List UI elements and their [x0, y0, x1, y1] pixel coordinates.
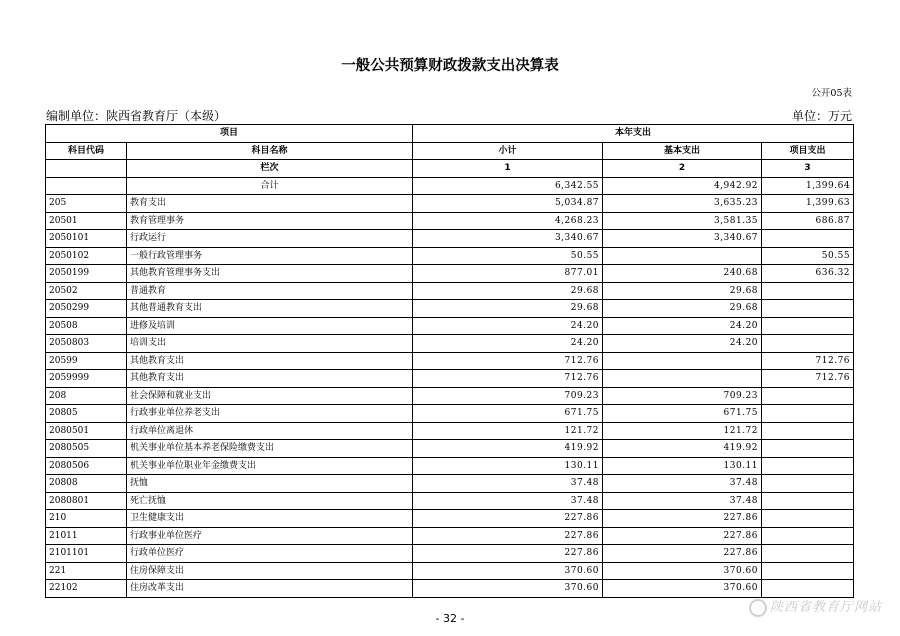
table-row	[46, 195, 854, 213]
row-project	[762, 300, 854, 318]
row-name: 其他教育支出	[127, 352, 413, 370]
row-code: 2050102	[46, 247, 127, 265]
table-row	[46, 545, 854, 563]
table-row	[46, 265, 854, 283]
table-row	[46, 300, 854, 318]
row-name: 其他普通教育支出	[127, 300, 413, 318]
row-subtotal: 121.72	[413, 422, 603, 440]
row-basic	[603, 370, 762, 388]
row-subtotal: 712.76	[413, 370, 603, 388]
index-blank	[46, 160, 127, 178]
row-name: 进修及培训	[127, 317, 413, 335]
table-row	[46, 562, 854, 580]
row-subtotal: 419.92	[413, 440, 603, 458]
row-subtotal: 227.86	[413, 527, 603, 545]
header-current-year: 本年支出	[413, 125, 854, 143]
row-name: 机关事业单位职业年金缴费支出	[127, 457, 413, 475]
row-basic: 37.48	[603, 492, 762, 510]
row-subtotal: 370.60	[413, 580, 603, 598]
total-subtotal: 6,342.55	[413, 177, 603, 195]
row-code: 2050101	[46, 230, 127, 248]
total-code	[46, 177, 127, 195]
row-project	[762, 335, 854, 353]
row-name: 行政运行	[127, 230, 413, 248]
form-code: 公开05表	[811, 88, 852, 99]
index-2: 2	[603, 160, 762, 178]
row-project	[762, 422, 854, 440]
row-project: 686.87	[762, 212, 854, 230]
currency-unit: 单位：万元	[791, 109, 852, 123]
table-row	[46, 212, 854, 230]
row-code: 210	[46, 510, 127, 528]
row-project: 712.76	[762, 352, 854, 370]
total-label: 合计	[127, 177, 413, 195]
row-basic: 29.68	[603, 300, 762, 318]
table-row	[46, 405, 854, 423]
table-row	[46, 282, 854, 300]
row-basic: 130.11	[603, 457, 762, 475]
row-subtotal: 709.23	[413, 387, 603, 405]
row-name: 行政单位医疗	[127, 545, 413, 563]
compiling-unit: 编制单位：陕西省教育厅（本级）	[46, 109, 227, 123]
row-basic: 370.60	[603, 562, 762, 580]
row-basic: 3,581.35	[603, 212, 762, 230]
row-subtotal: 3,340.67	[413, 230, 603, 248]
table-row	[46, 527, 854, 545]
index-1: 1	[413, 160, 603, 178]
header-row-index	[46, 160, 854, 178]
row-code: 20805	[46, 405, 127, 423]
page-number: - 32 -	[435, 612, 465, 625]
row-subtotal: 29.68	[413, 282, 603, 300]
header-row-groups	[46, 125, 854, 143]
table-row	[46, 247, 854, 265]
row-basic: 227.86	[603, 510, 762, 528]
table-row	[46, 440, 854, 458]
row-basic: 370.60	[603, 580, 762, 598]
row-subtotal: 37.48	[413, 475, 603, 493]
row-project: 712.76	[762, 370, 854, 388]
row-basic: 709.23	[603, 387, 762, 405]
row-project	[762, 440, 854, 458]
row-subtotal: 877.01	[413, 265, 603, 283]
row-basic: 24.20	[603, 317, 762, 335]
row-name: 抚恤	[127, 475, 413, 493]
row-name: 一般行政管理事务	[127, 247, 413, 265]
table-row	[46, 510, 854, 528]
row-code: 205	[46, 195, 127, 213]
row-code: 20808	[46, 475, 127, 493]
row-name: 普通教育	[127, 282, 413, 300]
row-subtotal: 5,034.87	[413, 195, 603, 213]
total-basic: 4,942.92	[603, 177, 762, 195]
row-code: 2050199	[46, 265, 127, 283]
table-row	[46, 387, 854, 405]
row-subtotal: 50.55	[413, 247, 603, 265]
row-subtotal: 37.48	[413, 492, 603, 510]
header-name: 科目名称	[127, 142, 413, 160]
row-subtotal: 227.86	[413, 545, 603, 563]
row-name: 行政事业单位医疗	[127, 527, 413, 545]
row-name: 行政单位离退休	[127, 422, 413, 440]
row-project	[762, 282, 854, 300]
row-basic	[603, 247, 762, 265]
row-code: 22102	[46, 580, 127, 598]
row-project	[762, 545, 854, 563]
row-basic	[603, 352, 762, 370]
row-name: 教育管理事务	[127, 212, 413, 230]
row-code: 2080505	[46, 440, 127, 458]
row-code: 2050299	[46, 300, 127, 318]
row-name: 行政事业单位养老支出	[127, 405, 413, 423]
row-code: 2080506	[46, 457, 127, 475]
row-subtotal: 24.20	[413, 317, 603, 335]
row-name: 其他教育管理事务支出	[127, 265, 413, 283]
row-name: 机关事业单位基本养老保险缴费支出	[127, 440, 413, 458]
table-row	[46, 492, 854, 510]
row-project	[762, 230, 854, 248]
row-project	[762, 475, 854, 493]
row-code: 20501	[46, 212, 127, 230]
row-subtotal: 712.76	[413, 352, 603, 370]
watermark-text: 陕西省教育厅网站	[769, 600, 882, 615]
header-code: 科目代码	[46, 142, 127, 160]
row-code: 2080501	[46, 422, 127, 440]
row-name: 卫生健康支出	[127, 510, 413, 528]
row-project	[762, 562, 854, 580]
row-basic: 419.92	[603, 440, 762, 458]
row-basic: 37.48	[603, 475, 762, 493]
watermark-logo-icon	[749, 599, 767, 617]
table-row	[46, 370, 854, 388]
row-subtotal: 130.11	[413, 457, 603, 475]
row-code: 21011	[46, 527, 127, 545]
row-subtotal: 29.68	[413, 300, 603, 318]
table-row	[46, 352, 854, 370]
row-subtotal: 227.86	[413, 510, 603, 528]
row-project	[762, 510, 854, 528]
index-label: 栏次	[127, 160, 413, 178]
row-basic: 121.72	[603, 422, 762, 440]
row-basic: 227.86	[603, 545, 762, 563]
site-watermark	[749, 596, 882, 617]
header-project: 项目支出	[762, 142, 854, 160]
document-title: 一般公共预算财政拨款支出决算表	[341, 58, 559, 74]
expenditure-table	[45, 124, 854, 598]
row-subtotal: 4,268.23	[413, 212, 603, 230]
row-code: 20599	[46, 352, 127, 370]
header-basic: 基本支出	[603, 142, 762, 160]
table-row	[46, 335, 854, 353]
row-project: 50.55	[762, 247, 854, 265]
row-subtotal: 671.75	[413, 405, 603, 423]
table-row	[46, 580, 854, 598]
row-basic: 3,340.67	[603, 230, 762, 248]
row-project: 636.32	[762, 265, 854, 283]
row-project	[762, 457, 854, 475]
row-subtotal: 24.20	[413, 335, 603, 353]
row-basic: 29.68	[603, 282, 762, 300]
row-name: 其他教育支出	[127, 370, 413, 388]
table-row	[46, 230, 854, 248]
row-project	[762, 580, 854, 598]
row-basic: 227.86	[603, 527, 762, 545]
row-name: 死亡抚恤	[127, 492, 413, 510]
row-name: 培训支出	[127, 335, 413, 353]
row-basic: 240.68	[603, 265, 762, 283]
row-code: 2059999	[46, 370, 127, 388]
row-name: 教育支出	[127, 195, 413, 213]
table-row	[46, 422, 854, 440]
row-code: 2050803	[46, 335, 127, 353]
row-name: 住房改革支出	[127, 580, 413, 598]
row-project	[762, 405, 854, 423]
row-basic: 3,635.23	[603, 195, 762, 213]
row-code: 20508	[46, 317, 127, 335]
row-project	[762, 527, 854, 545]
row-name: 住房保障支出	[127, 562, 413, 580]
row-code: 208	[46, 387, 127, 405]
header-item: 项目	[46, 125, 413, 143]
row-basic: 24.20	[603, 335, 762, 353]
row-code: 221	[46, 562, 127, 580]
row-code: 2080801	[46, 492, 127, 510]
table-row	[46, 457, 854, 475]
header-row-columns	[46, 142, 854, 160]
row-name: 社会保障和就业支出	[127, 387, 413, 405]
index-3: 3	[762, 160, 854, 178]
row-project: 1,399.63	[762, 195, 854, 213]
row-code: 2101101	[46, 545, 127, 563]
row-project	[762, 492, 854, 510]
row-project	[762, 387, 854, 405]
table-row	[46, 317, 854, 335]
row-code: 20502	[46, 282, 127, 300]
row-basic: 671.75	[603, 405, 762, 423]
row-subtotal: 370.60	[413, 562, 603, 580]
table-row	[46, 475, 854, 493]
row-project	[762, 317, 854, 335]
header-subtotal: 小计	[413, 142, 603, 160]
total-project: 1,399.64	[762, 177, 854, 195]
total-row	[46, 177, 854, 195]
